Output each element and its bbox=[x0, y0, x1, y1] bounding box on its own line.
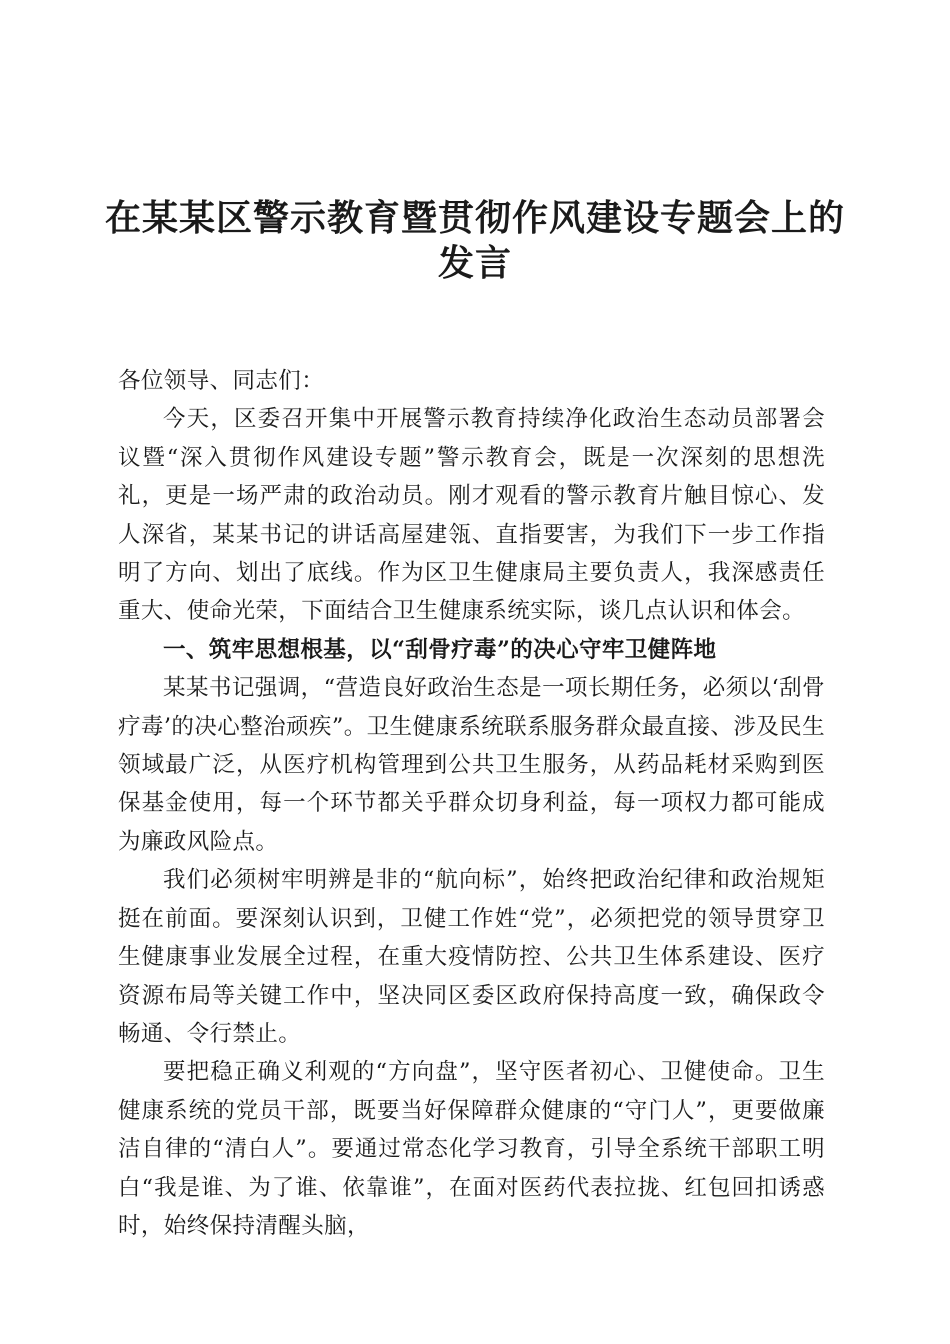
body-paragraph: 要把稳正确义利观的“方向盘”，坚守医者初心、卫健使命。卫生健康系统的党员干部，既要当好保障群众健康的“守门人”，更要做廉洁自律的“清白人”。要通过常态化学习教育，引导全系统干部职工明白“我是谁、为了谁、依靠谁”，在面对医药代表拉拢、红包回扣诱惑时，始终保持清醒头脑， bbox=[118, 1059, 825, 1239]
body-paragraph: 今天，区委召开集中开展警示教育持续净化政治生态动员部署会议暨“深入贯彻作风建设专题”警示教育会，既是一次深刻的思想洗礼，更是一场严肃的政治动员。刚才观看的警示教育片触目惊心、发人深省，某某书记的讲话高屋建瓴、直指要害，为我们下一步工作指明了方向、划出了底线。作为区卫生健康局主要负责人，我深感责任重大、使命光荣，下面结合卫生健康系统实际，谈几点认识和体会。 bbox=[118, 406, 825, 625]
document-title-line-2: 发言 bbox=[437, 242, 512, 284]
document-body bbox=[118, 362, 825, 1245]
document-title-line-1: 在某某区警示教育暨贯彻作风建设专题会上的 bbox=[104, 197, 845, 239]
salutation: 各位领导、同志们： bbox=[118, 368, 325, 394]
section-heading: 一、筑牢思想根基，以“刮骨疗毒”的决心守牢卫健阵地 bbox=[163, 636, 717, 663]
body-paragraph: 我们必须树牢明辨是非的“航向标”，始终把政治纪律和政治规矩挺在前面。要深刻认识到，卫健工作姓“党”，必须把党的领导贯穿卫生健康事业发展全过程，在重大疫情防控、公共卫生体系建设、医疗资源布局等关键工作中，坚决同区委区政府保持高度一致，确保政令畅通、令行禁止。 bbox=[118, 867, 825, 1047]
body-paragraph: 某某书记强调，“营造良好政治生态是一项长期任务，必须以‘刮骨疗毒’的决心整治顽疾”。卫生健康系统联系服务群众最直接、涉及民生领域最广泛，从医疗机构管理到公共卫生服务，从药品耗材采购到医保基金使用，每一个环节都关乎群众切身利益，每一项权力都可能成为廉政风险点。 bbox=[118, 675, 825, 855]
